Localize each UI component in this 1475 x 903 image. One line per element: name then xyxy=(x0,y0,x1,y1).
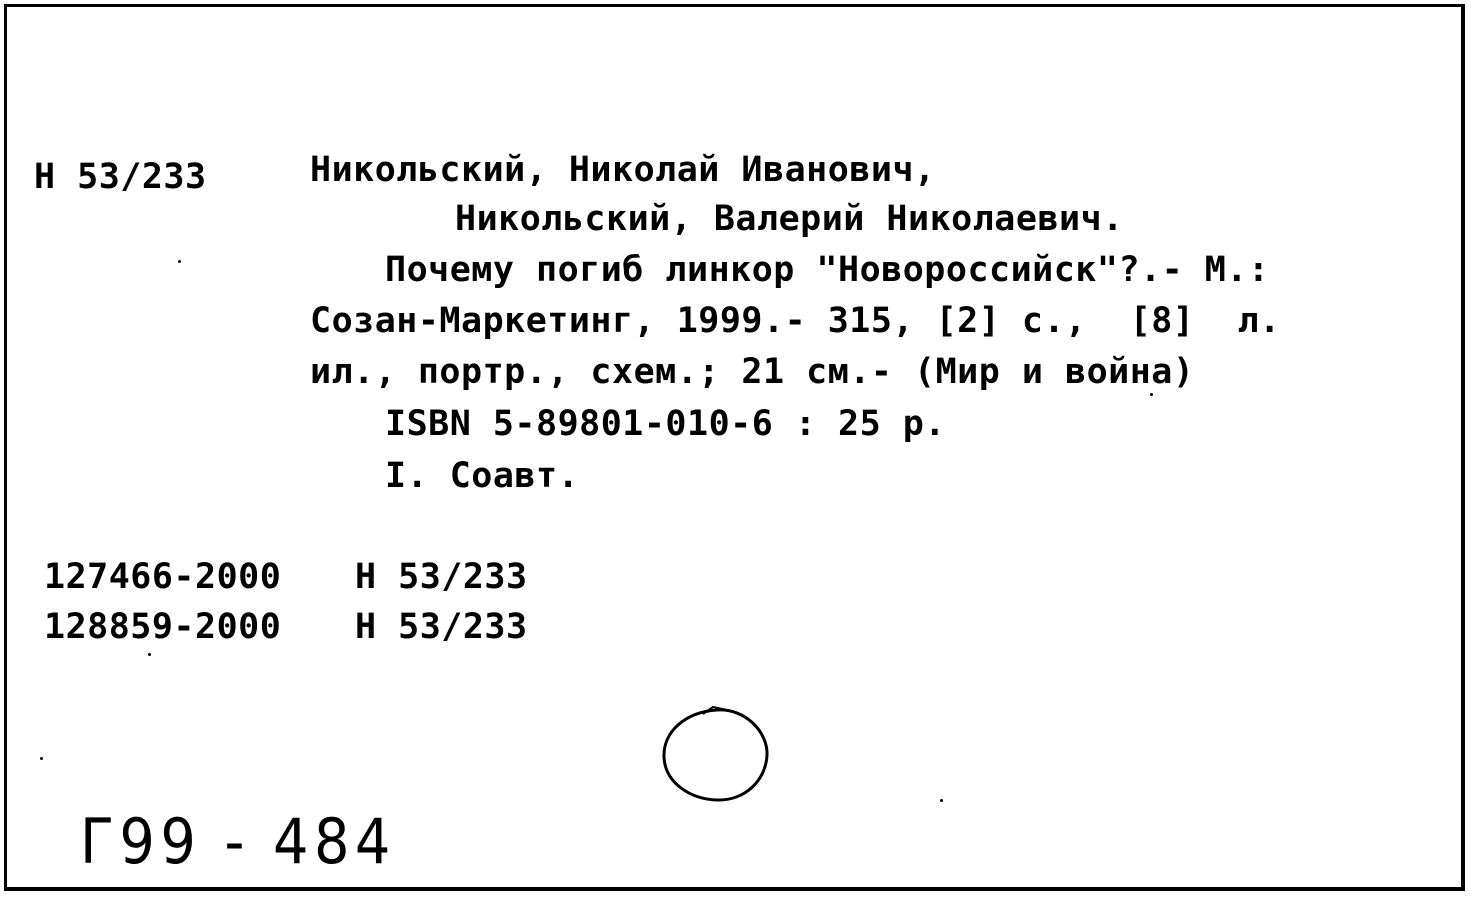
publication-line: Созан-Маркетинг, 1999.- 315, [2] с., [8] л. xyxy=(310,301,1281,341)
speck xyxy=(940,799,943,802)
physical-description-line: ил., портр., схем.; 21 см.- (Мир и война) xyxy=(310,352,1195,392)
call-number: Н 53/233 xyxy=(34,157,207,197)
inventory-number: 127466-2000 xyxy=(44,557,282,597)
speck xyxy=(1150,393,1153,396)
handwritten-code: Г99 - 484 xyxy=(80,805,396,878)
author-primary: Никольский, Николай Иванович, xyxy=(310,150,936,190)
speck xyxy=(148,653,151,656)
inventory-number: 128859-2000 xyxy=(44,607,282,647)
holding-shelf-mark: Н 53/233 xyxy=(355,607,528,647)
punch-hole xyxy=(655,700,780,810)
speck xyxy=(40,757,43,760)
isbn-line: ISBN 5-89801-010-6 : 25 р. xyxy=(385,404,946,444)
holding-shelf-mark: Н 53/233 xyxy=(355,557,528,597)
tracing-line: I. Соавт. xyxy=(385,456,580,496)
author-secondary: Никольский, Валерий Николаевич. xyxy=(455,199,1124,239)
title-line: Почему погиб линкор "Новороссийск"?.- М.: xyxy=(385,250,1270,290)
speck xyxy=(178,260,181,263)
